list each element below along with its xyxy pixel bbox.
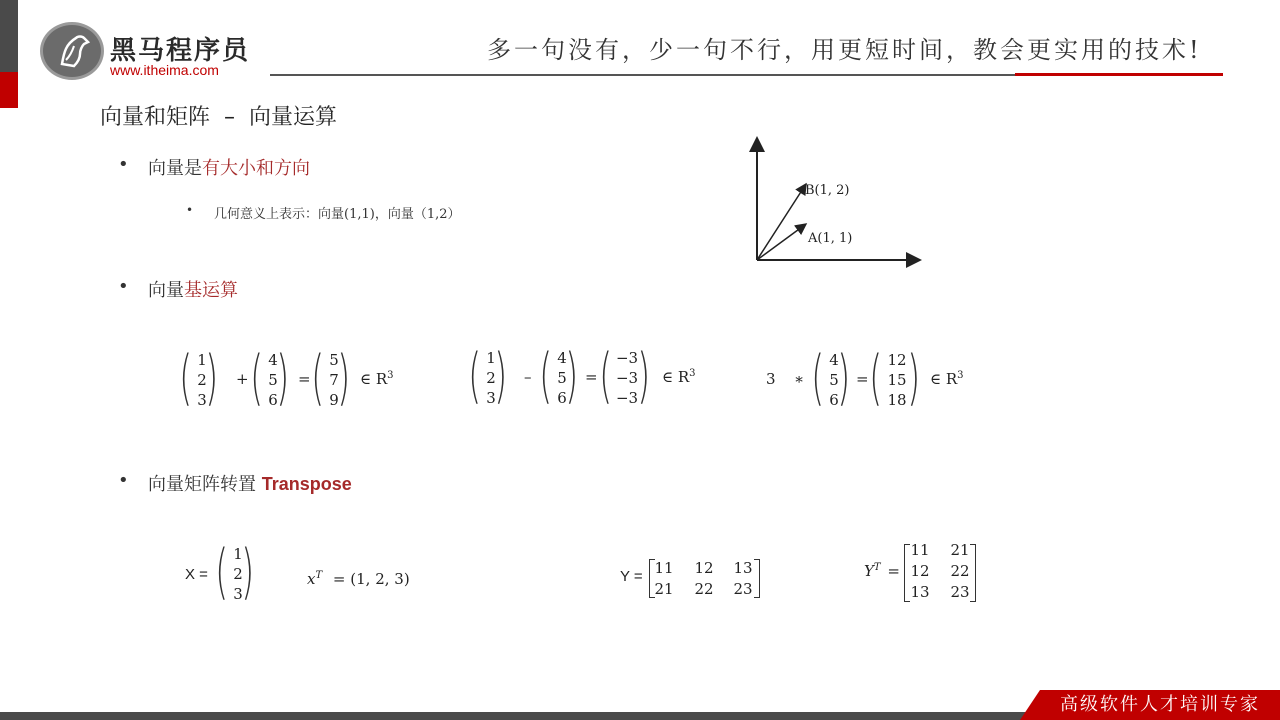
footer-badge: 高级软件人才培训专家 (1040, 690, 1280, 720)
vector-b (757, 184, 806, 260)
plus-operator: + (236, 370, 249, 388)
y-label: Y = (620, 568, 643, 585)
result-matrix: ( 5 7 9 ) (311, 343, 351, 413)
slogan: 多一句没有，少一句不行，用更短时间，教会更实用的技术! (487, 36, 1202, 64)
bullet-highlight: Transpose (261, 474, 352, 494)
vector-a (757, 224, 806, 260)
yt-label: $Y^T$ = (864, 562, 900, 580)
x-column-vector: ( 1 2 3 ) (215, 537, 255, 607)
bullet-highlight: 基运算 (184, 280, 238, 301)
bullet-vector-definition (118, 154, 310, 180)
vector-matrix: ( 4 5 6 ) (250, 343, 290, 413)
equals-sign: = (298, 370, 311, 388)
x-label: X = (185, 566, 208, 583)
equals-sign: = (856, 370, 869, 388)
bullet-text: 向量 (148, 280, 184, 301)
bullet-dot: • (186, 203, 194, 217)
slide-title: 向量和矩阵 – 向量运算 (100, 105, 337, 130)
brand-url: www.itheima.com (110, 62, 219, 78)
sub-bullet-geometric (186, 203, 461, 222)
vector-b-label: B(1, 2) (805, 183, 850, 198)
sub-bullet-text: 几何意义上表示：向量(1,1)，向量（1,2） (214, 207, 461, 222)
bullet-text: 向量矩阵转置 (148, 474, 262, 495)
brand-name: 黑马程序员 (110, 36, 251, 66)
horse-logo-icon (52, 30, 94, 72)
header-accent-divider (1015, 73, 1223, 76)
membership-r3: ∈ $R^3$ (662, 368, 696, 386)
vector-matrix: ( 4 5 6 ) (811, 343, 851, 413)
result-matrix: ( −3 −3 −3 ) (599, 341, 651, 411)
header-divider (270, 74, 1015, 76)
footer-badge-tip (1020, 690, 1040, 720)
vector-graph (740, 130, 930, 270)
header-red-bar (0, 72, 18, 108)
vector-matrix: ( 4 5 6 ) (539, 341, 579, 411)
vector-a-label: A(1, 1) (808, 231, 853, 246)
bullet-text: 向量是 (148, 158, 202, 179)
vector-matrix: ( 1 2 3 ) (179, 343, 219, 413)
bullet-transpose (118, 470, 352, 496)
bullet-dot: • (118, 276, 129, 297)
vector-matrix: ( 1 2 3 ) (468, 341, 508, 411)
equals-sign: = (585, 368, 598, 386)
multiply-operator: ∗ (794, 370, 805, 388)
membership-r3: ∈ $R^3$ (360, 370, 394, 388)
bullet-basic-operations (118, 276, 238, 302)
bullet-dot: • (118, 154, 129, 175)
bullet-dot: • (118, 470, 129, 491)
bullet-highlight: 有大小和方向 (202, 158, 310, 179)
xt-equation: $x^T = (1$, 2, 3) (307, 570, 410, 588)
minus-operator: – (524, 368, 532, 386)
membership-r3: ∈ $R^3$ (930, 370, 964, 388)
header-dark-bar (0, 0, 18, 72)
scalar-value: 3 (766, 370, 776, 388)
result-matrix: ( 12 15 18 ) (869, 343, 921, 413)
